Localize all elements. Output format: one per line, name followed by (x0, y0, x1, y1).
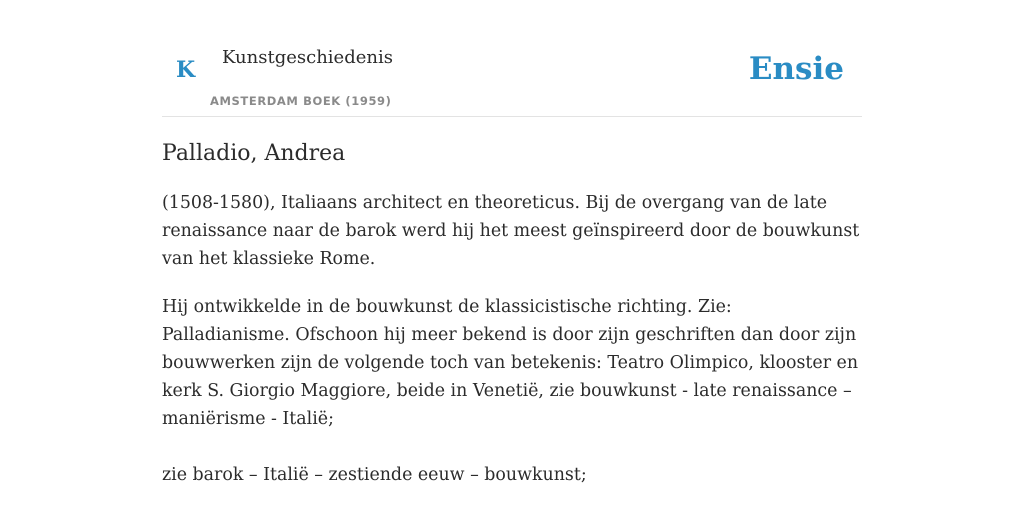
source-logo-icon[interactable]: K (176, 57, 196, 83)
article-body (162, 138, 862, 509)
page-header (162, 0, 862, 117)
article-title: Palladio, Andrea (162, 141, 346, 166)
source-title-link[interactable]: Kunstgeschiedenis (222, 47, 393, 68)
source-subtitle: AMSTERDAM BOEK (1959) (210, 94, 392, 108)
ensie-logo-link[interactable]: Ensie (748, 51, 844, 87)
article-paragraph: Hij ontwikkelde in de bouwkunst de klassicistische richting. Zie: Palladianisme. Ofschoon hij meer bekend is door zijn geschriften dan door zijn bouwwerken zijn de volgende toch van betekenis: Teatro Olimpico, klooster en kerk S. Giorgio Maggiore, beide in Venetië, zie bouwkunst - late renaissance – maniërisme - Italië; (162, 297, 859, 429)
article-paragraph: zie barok – Italië – zestiende eeuw – bouwkunst; (162, 465, 587, 485)
article-paragraph: (1508-1580), Italiaans architect en theoreticus. Bij de overgang van de late renaissance naar de barok werd hij het meest geïnspireerd door de bouwkunst van het klassieke Rome. (162, 193, 860, 269)
